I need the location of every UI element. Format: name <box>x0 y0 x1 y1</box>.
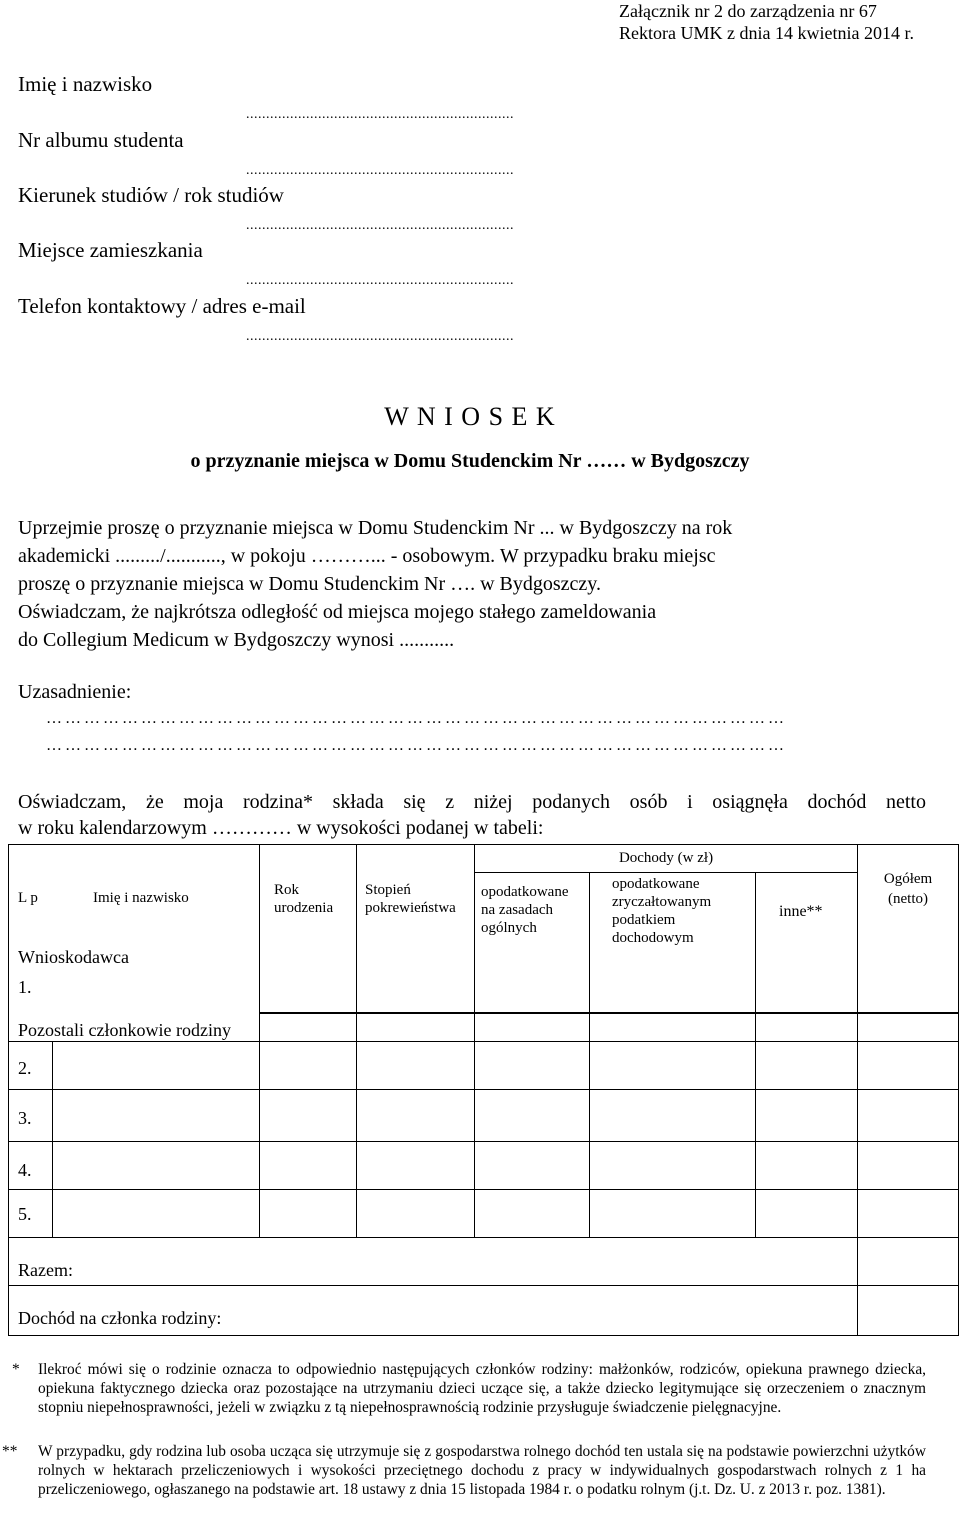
cell[interactable] <box>53 1042 260 1090</box>
row-number: 5. <box>9 1190 53 1238</box>
col-name: Imię i nazwisko <box>93 890 189 906</box>
footnote-text: Ilekroć mówi się o rodzinie oznacza to odpowiednio następujących członków rodziny: małżonków, rodziców, opiekuna prawnego dziecka, opiekuna faktycznego dziecka oraz pozostające na utrzymaniu dzieci uczące się, a także dziecko legitymujące się orzeczeniem o znacznym stopniu niepełnosprawności, jeżeli w związku z tą niepełnosprawnością rodzinie przysługuje świadczenie pielęgnacyjne. <box>38 1361 926 1416</box>
family-label: Pozostali członkowie rodziny <box>18 1020 231 1040</box>
col-general-line-1: opodatkowane <box>481 884 569 900</box>
document-title: W N I O S E K <box>384 402 556 431</box>
col-year <box>260 845 357 1013</box>
footnote-agriculture <box>2 1442 926 1499</box>
family-declaration <box>18 789 926 841</box>
cell[interactable] <box>590 1090 756 1142</box>
request-line-5: do Collegium Medicum w Bydgoszczy wynosi ........... <box>18 629 455 651</box>
cell[interactable] <box>756 1142 858 1190</box>
per-member-label: Dochód na członka rodziny: <box>9 1286 858 1336</box>
footnote-family <box>8 1360 926 1417</box>
col-general-line-2: na zasadach <box>481 902 554 918</box>
request-line-1: Uprzejmie proszę o przyznanie miejsca w Domu Studenckim Nr ... w Bydgoszczy na rok <box>18 517 733 539</box>
cell[interactable] <box>357 1014 475 1042</box>
sum-total-cell[interactable] <box>858 1238 959 1286</box>
cell[interactable] <box>53 1190 260 1238</box>
table-row <box>9 1142 959 1190</box>
family-label-cell <box>9 1014 260 1042</box>
col-general <box>475 873 590 1013</box>
cell[interactable] <box>260 1142 357 1190</box>
col-degree-line-2: pokrewieństwa <box>365 900 456 916</box>
col-flat-line-1: opodatkowane <box>612 876 700 892</box>
attachment-header <box>619 0 914 44</box>
declaration-line-2: w roku kalendarzowym ………… w wysokości podanej w tabeli: <box>18 817 544 839</box>
field-label-name: Imię i nazwisko <box>18 72 153 96</box>
request-line-4: Oświadczam, że najkrótsza odległość od miejsca mojego stałego zameldowania <box>18 601 657 623</box>
row-number: 3. <box>9 1090 53 1142</box>
justification-line-2[interactable]: ……………………………………………………………………………………………………… <box>46 737 787 754</box>
cell[interactable] <box>756 1042 858 1090</box>
cell[interactable] <box>858 1042 959 1090</box>
footnote-text: W przypadku, gdy rodzina lub osoba ucząca się utrzymuje się z gospodarstwa rolnego dochód ten ustala się na podstawie powierzchni użytków rolnych w hektarach przeliczeniowych i wysokości przeciętnego dochodu z pracy w indywidualnych gospodarstwach rolnych z 1 ha przeliczeniowego, ogłaszanego na podstawie art. 18 ustawy z dnia 15 listopada 1984 r. o podatku rolnym (j.t. Dz. U. z 2013 r. poz. 1381). <box>38 1443 926 1498</box>
cell[interactable] <box>858 1090 959 1142</box>
declaration-line-1: Oświadczam, że moja rodzina* składa się z niżej podanych osób i osiągnęła dochód netto <box>18 791 926 813</box>
field-dots-name[interactable]: ................................................................... <box>246 108 514 122</box>
cell[interactable] <box>590 1014 756 1042</box>
cell[interactable] <box>590 1190 756 1238</box>
table-row <box>9 1090 959 1142</box>
cell[interactable] <box>475 1090 590 1142</box>
field-dots-study[interactable]: ................................................................... <box>246 219 514 233</box>
cell[interactable] <box>756 1090 858 1142</box>
col-lp: L p <box>18 890 38 906</box>
col-degree <box>357 845 475 1013</box>
field-dots-address[interactable]: ................................................................... <box>246 274 514 288</box>
sum-label: Razem: <box>9 1238 858 1286</box>
col-other: inne** <box>756 873 858 1013</box>
table-row <box>9 1190 959 1238</box>
field-label-address: Miejsce zamieszkania <box>18 238 203 262</box>
col-flat-line-2: zryczałtowanym <box>612 894 712 910</box>
field-dots-album[interactable]: ................................................................... <box>246 164 514 178</box>
col-flat-line-3: podatkiem <box>612 912 676 928</box>
cell[interactable] <box>357 1190 475 1238</box>
col-degree-line-1: Stopień <box>365 882 411 898</box>
cell[interactable] <box>475 1014 590 1042</box>
income-table <box>8 844 959 1336</box>
col-year-line-2: urodzenia <box>274 900 334 916</box>
table-row <box>9 1042 959 1090</box>
cell[interactable] <box>357 1042 475 1090</box>
cell[interactable] <box>858 1190 959 1238</box>
col-flat-line-4: dochodowym <box>612 930 694 946</box>
attachment-line-1: Załącznik nr 2 do zarządzenia nr 67 <box>619 1 877 21</box>
footnote-mark: ** <box>2 1443 18 1460</box>
cell[interactable] <box>475 1190 590 1238</box>
cell[interactable] <box>475 1142 590 1190</box>
field-label-study: Kierunek studiów / rok studiów <box>18 183 284 207</box>
per-member-total-cell[interactable] <box>858 1286 959 1336</box>
col-total-line-1: Ogółem <box>883 871 933 887</box>
request-line-3: proszę o przyznanie miejsca w Domu Studenckim Nr …. w Bydgoszczy. <box>18 573 601 595</box>
col-total <box>858 845 959 1013</box>
cell[interactable] <box>357 1090 475 1142</box>
cell[interactable] <box>475 1042 590 1090</box>
footnote-mark: * <box>12 1361 20 1378</box>
justification-line-1[interactable]: ……………………………………………………………………………………………………… <box>46 710 787 727</box>
col-general-line-3: ogólnych <box>481 920 537 936</box>
per-member-row <box>9 1286 959 1336</box>
cell[interactable] <box>858 1142 959 1190</box>
field-dots-contact[interactable]: ................................................................... <box>246 330 514 344</box>
applicant-label: Wnioskodawca <box>18 947 129 967</box>
cell[interactable] <box>858 1014 959 1042</box>
col-total-line-2: (netto) <box>888 891 929 907</box>
applicant-number: 1. <box>18 977 32 997</box>
sum-row <box>9 1238 959 1286</box>
col-year-line-1: Rok <box>274 882 300 898</box>
cell[interactable] <box>590 1042 756 1090</box>
cell[interactable] <box>357 1142 475 1190</box>
income-header: Dochody (w zł) <box>475 845 858 873</box>
row-number: 4. <box>9 1142 53 1190</box>
cell[interactable] <box>260 1190 357 1238</box>
col-flat <box>590 873 756 1013</box>
header-lp-name <box>9 845 260 1014</box>
field-label-contact: Telefon kontaktowy / adres e-mail <box>18 294 306 318</box>
document-subtitle: o przyznanie miejsca w Domu Studenckim Nr …… w Bydgoszczy <box>190 450 750 472</box>
request-body <box>18 514 926 654</box>
cell[interactable] <box>53 1090 260 1142</box>
cell[interactable] <box>756 1014 858 1042</box>
cell[interactable] <box>260 1014 357 1042</box>
cell[interactable] <box>260 1042 357 1090</box>
cell[interactable] <box>590 1142 756 1190</box>
cell[interactable] <box>260 1090 357 1142</box>
justification-label: Uzasadnienie: <box>18 681 132 703</box>
row-number: 2. <box>9 1042 53 1090</box>
cell[interactable] <box>756 1190 858 1238</box>
request-line-2: akademicki ........./..........., w pokoju ………... - osobowym. W przypadku braku miejsc <box>18 545 716 567</box>
field-label-album: Nr albumu studenta <box>18 128 184 152</box>
cell[interactable] <box>53 1142 260 1190</box>
attachment-line-2: Rektora UMK z dnia 14 kwietnia 2014 r. <box>619 23 914 43</box>
